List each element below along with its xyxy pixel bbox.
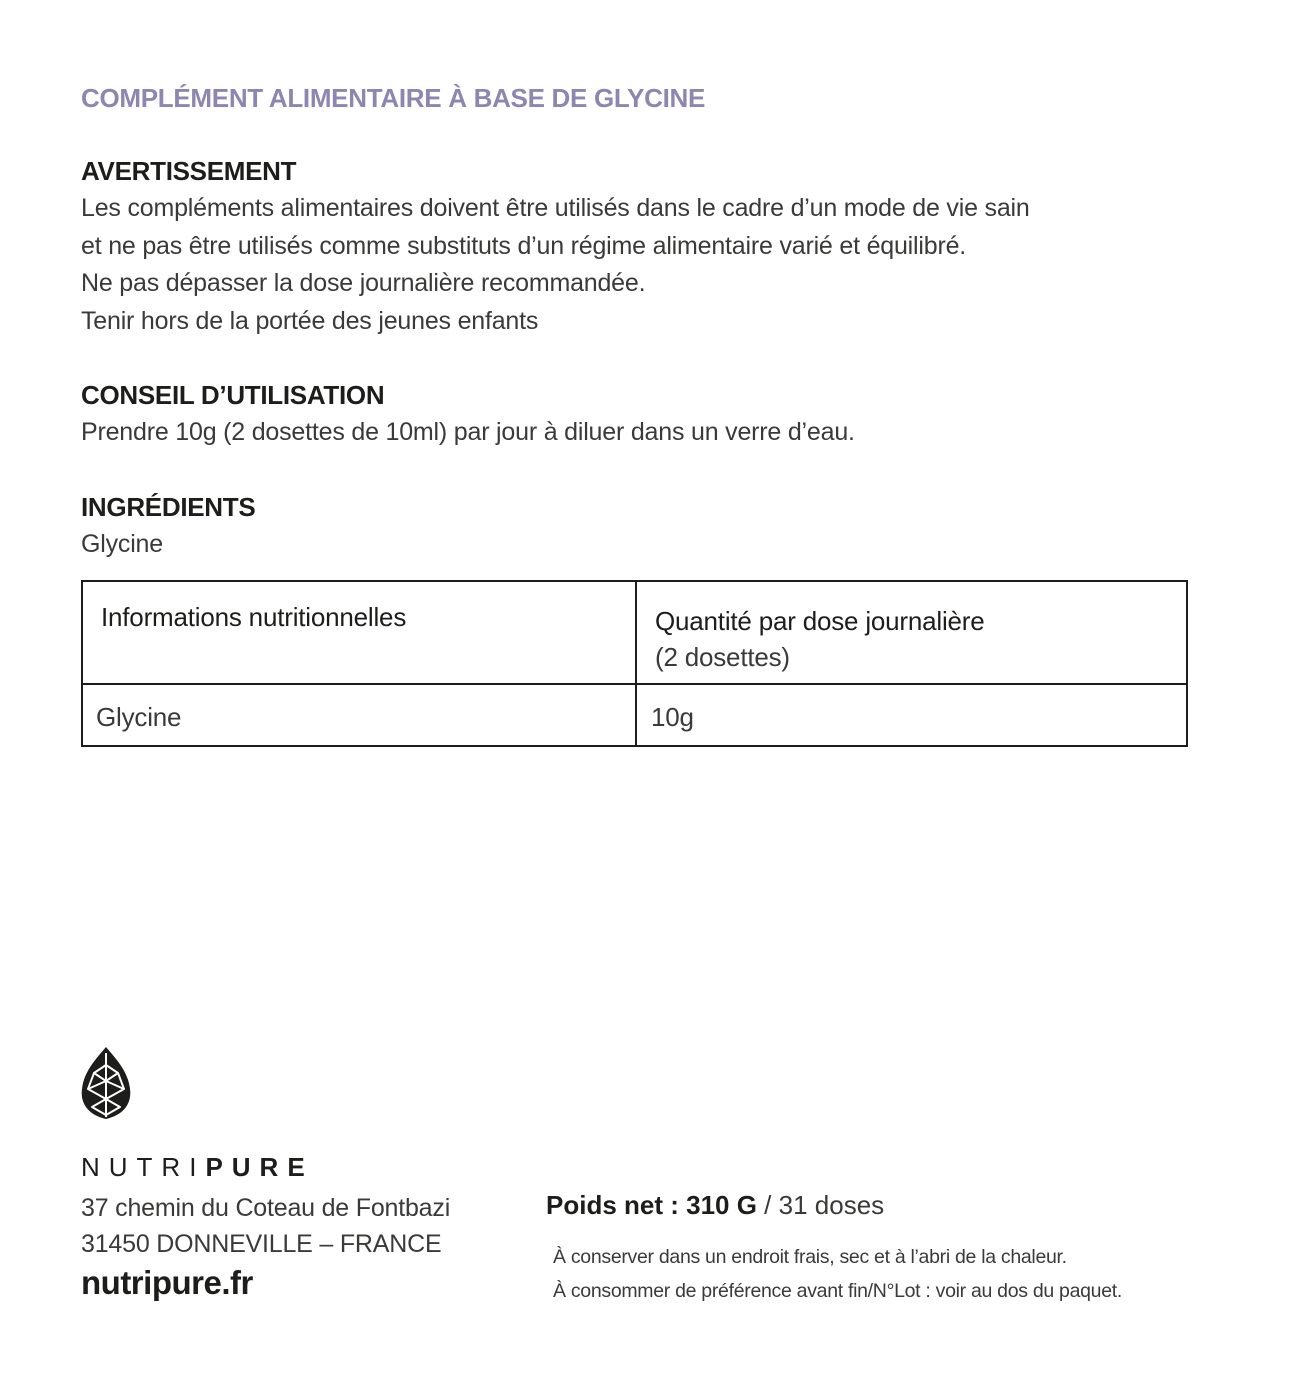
net-weight-value: Poids net : 310 G bbox=[546, 1190, 757, 1220]
brand-name-light: NUTRI bbox=[81, 1152, 206, 1182]
brand-name bbox=[81, 1152, 314, 1183]
usage-section bbox=[81, 376, 1221, 452]
table-cell-value: 10g bbox=[651, 702, 694, 732]
table-cell-name: Glycine bbox=[96, 702, 182, 732]
table-column-divider bbox=[635, 582, 637, 745]
warning-line: Les compléments alimentaires doivent être utilisés dans le cadre d’un mode de vie sain bbox=[81, 194, 1030, 222]
company-address bbox=[81, 1190, 450, 1262]
storage-instructions bbox=[553, 1240, 1122, 1308]
table-header-right-title: Quantité par dose journalière bbox=[655, 606, 985, 636]
net-weight-doses: / 31 doses bbox=[756, 1190, 885, 1220]
warning-line: et ne pas être utilisés comme substituts d’un régime alimentaire varié et équilibré. bbox=[81, 231, 967, 260]
label-content bbox=[81, 78, 1221, 563]
table-header-left: Informations nutritionnelles bbox=[101, 602, 407, 632]
warning-line: Ne pas dépasser la dose journalière recommandée. bbox=[81, 269, 646, 297]
table-header-right bbox=[655, 602, 985, 676]
storage-line: À consommer de préférence avant fin/N°Lot : voir au dos du paquet. bbox=[553, 1280, 1122, 1302]
website-link[interactable]: nutripure.fr bbox=[81, 1264, 253, 1301]
address-line: 31450 DONNEVILLE – FRANCE bbox=[81, 1230, 442, 1258]
table-row-divider bbox=[83, 683, 1186, 685]
address-line: 37 chemin du Coteau de Fontbazi bbox=[81, 1194, 451, 1222]
usage-heading: CONSEIL D’UTILISATION bbox=[81, 380, 385, 410]
ingredient-line: Glycine bbox=[81, 529, 163, 558]
warning-section bbox=[81, 152, 1221, 340]
leaf-logo-icon bbox=[78, 1045, 134, 1121]
nutrition-table bbox=[81, 580, 1188, 747]
ingredients-section bbox=[81, 488, 1221, 564]
brand-name-bold: PURE bbox=[205, 1152, 314, 1182]
usage-line: Prendre 10g (2 dosettes de 10ml) par jour à diluer dans un verre d’eau. bbox=[81, 418, 855, 446]
warning-heading: AVERTISSEMENT bbox=[81, 156, 297, 186]
storage-line: À conserver dans un endroit frais, sec et à l’abri de la chaleur. bbox=[553, 1246, 1067, 1268]
net-weight bbox=[546, 1190, 884, 1221]
usage-text bbox=[81, 414, 1221, 452]
ingredients-heading: INGRÉDIENTS bbox=[81, 491, 256, 522]
warning-line: Tenir hors de la portée des jeunes enfants bbox=[81, 306, 539, 335]
table-header-right-subtitle: (2 dosettes) bbox=[655, 642, 790, 672]
warning-text bbox=[81, 190, 1221, 340]
ingredients-text bbox=[81, 526, 1221, 564]
product-title: COMPLÉMENT ALIMENTAIRE À BASE DE GLYCINE bbox=[81, 83, 706, 113]
